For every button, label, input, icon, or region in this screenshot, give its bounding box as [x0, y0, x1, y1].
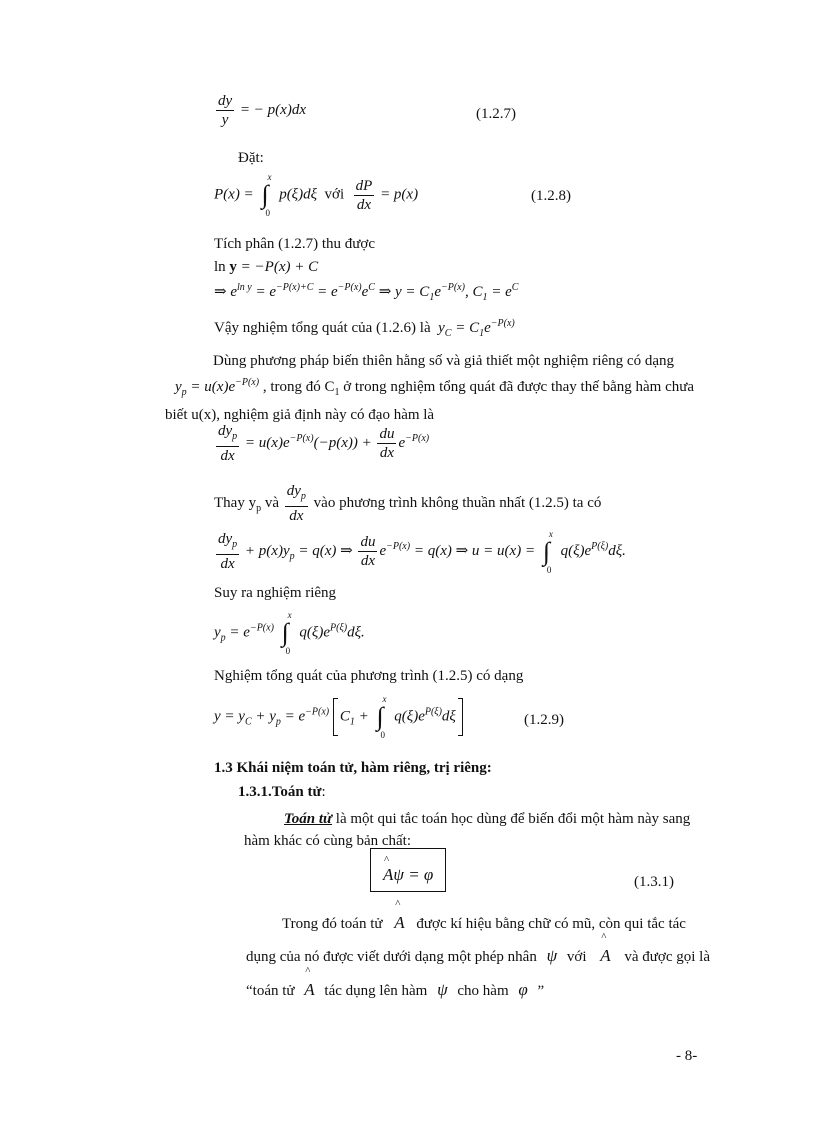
vay-line: Vậy nghiệm tổng quát của (1.2.6) là $y_C = C_1e^{-P(x)}$	[214, 318, 515, 339]
equation-1-2-8: P(x) = x ∫ 0 p(ξ)dξ với $\frac{dP}{dx}$ = p(x)	[214, 172, 419, 218]
equation-substitution: $\frac{dy_p}{dx}$ + $p(x)y_p = q(x)$ ⇒ $\frac{du}{dx}$ $e^{-P(x)} = q(x)$ ⇒ u = u(x) = x ∫ 0 $q(\xi)e^{P(\xi)}d\xi$.	[218, 528, 626, 575]
trong-do-line: Trong đó toán tử ^ A được kí hiệu bằng chữ có mũ, còn qui tắc tác	[282, 913, 686, 933]
subsection-heading-1-3-1: 1.3.1.Toán tử:	[238, 784, 326, 800]
equation-exp: ⇒ $e^{ln y} = e^{-P(x)+C} = e^{-P(x)}e^C$ ⇒ $y = C_1e^{-P(x)}$, $C_1 = e^C$	[214, 282, 519, 303]
thay-line: Thay $y_p$ và $\frac{dy_p}{dx}$ vào phương trình không thuần nhất (1.2.5) ta có	[214, 483, 602, 524]
eq-number-1-2-9: (1.2.9)	[524, 712, 564, 728]
page-number: - 8-	[676, 1048, 698, 1064]
equation-1-3-1: ^ Aψ = φ	[370, 848, 446, 892]
definition-paragraph: Toán tử là một qui tắc toán học dùng để biến đổi một hàm này sang hàm khác có cùng bản chất:	[244, 811, 691, 849]
dat-label: Đặt:	[238, 150, 264, 166]
paragraph-bien-thien: Dùng phương pháp biến thiên hằng số và giả thiết một nghiệm riêng có dạng $y_p = u(x)e^{-P(x)}$ , trong đó $C_1$ ở trong nghiệm tổng quát đã được thay thế bằng hàm chưa biết u(x), nghiệm giả định này có đạo hàm là	[165, 353, 695, 423]
tich-phan-line: Tích phân (1.2.7) thu được	[214, 236, 376, 252]
equation-ln-y: ln y = −P(x) + C	[214, 259, 319, 275]
equation-derivative: $\frac{dy_p}{dx}$ = $u(x)e^{-P(x)}(-p(x))$ + $\frac{du}{dx}$ $e^{-P(x)}$	[218, 423, 430, 464]
equation-1-2-9: $y = y_C + y_p = e^{-P(x)}$ $C_1$ + x ∫ 0 $q(\xi)e^{P(\xi)}d\xi$	[214, 698, 463, 736]
equation-particular: $y_p = e^{-P(x)}$ x ∫ 0 $q(\xi)e^{P(\xi)}d\xi$.	[214, 610, 365, 656]
toan-tu-line: “toán tử ^ A tác dụng lên hàm ψ cho hàm φ ”	[246, 980, 544, 1000]
eq-number-1-2-8: (1.2.8)	[531, 188, 571, 204]
eq-number-1-2-7: (1.2.7)	[476, 106, 516, 122]
equation-1-2-7: $\frac{dy}{y}$ = − p(x)dx	[218, 93, 306, 128]
dung-line: dụng của nó được viết dưới dạng một phép nhân ψ với ^ A và được gọi là	[246, 946, 710, 966]
suy-ra-line: Suy ra nghiệm riêng	[214, 585, 337, 601]
section-heading-1-3: 1.3 Khái niệm toán tử, hàm riêng, trị riêng:	[214, 760, 492, 776]
nghiem-tq-line: Nghiệm tổng quát của phương trình (1.2.5) có dạng	[214, 668, 524, 684]
eq-number-1-3-1: (1.3.1)	[634, 874, 674, 890]
